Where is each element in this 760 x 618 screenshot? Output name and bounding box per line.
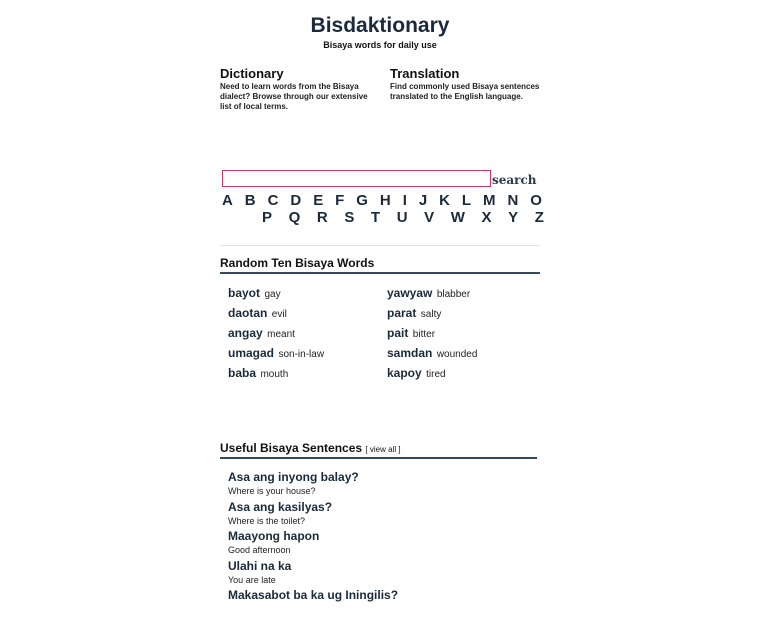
sentences-heading-text: Useful Bisaya Sentences [220,441,363,455]
sentence-translation: Good afternoon [228,545,291,556]
word-meaning: bitter [412,329,436,340]
sentence-item [228,588,548,618]
letter-a[interactable]: A [222,192,233,209]
letter-q[interactable]: Q [288,209,301,226]
alphabet-row-1 [222,192,542,210]
letter-l[interactable]: L [461,192,472,209]
letter-g[interactable]: G [356,192,368,209]
word-link[interactable]: baba [228,366,257,380]
search-button[interactable]: search [492,173,537,187]
word-meaning: son-in-law [278,349,325,360]
sentences-heading [220,441,537,459]
letter-h[interactable]: H [379,192,391,209]
sentence-link[interactable]: Asa ang kasilyas? [228,499,333,514]
sentence-item [228,559,548,589]
translation-heading[interactable]: Translation [390,66,460,81]
word-link[interactable]: kapoy [387,366,422,380]
word-meaning: evil [271,309,287,320]
word-link[interactable]: bayot [228,286,261,300]
word-meaning: salty [420,309,442,320]
letter-e[interactable]: E [313,192,324,209]
word-item [387,305,537,325]
letter-o[interactable]: O [530,192,542,209]
letter-m[interactable]: M [483,192,496,209]
word-meaning: blabber [436,289,471,300]
sentence-translation: Where is your house? [228,486,316,496]
letter-n[interactable]: N [507,192,519,209]
word-link[interactable]: parat [387,306,417,320]
letter-d[interactable]: D [290,192,302,209]
letter-b[interactable]: B [244,192,256,209]
dictionary-description: Need to learn words from the Bisaya dialect? Browse through our extensive list of local terms. [220,82,368,111]
sentence-link[interactable]: Ulahi na ka [228,558,292,573]
translation-intro [390,66,550,102]
letter-y[interactable]: Y [508,209,519,226]
letter-k[interactable]: K [439,192,450,209]
word-item [228,325,378,345]
letter-r[interactable]: R [316,209,328,226]
letter-w[interactable]: W [450,209,465,226]
word-item [228,305,378,325]
word-link[interactable]: daotan [228,306,268,320]
word-item [387,325,537,345]
letter-v[interactable]: V [424,209,435,226]
random-words-heading: Random Ten Bisaya Words [220,256,540,274]
sentence-link[interactable]: Makasabot ba ka ug Iningilis? [228,588,399,603]
word-item [387,285,537,305]
sentence-translation: You are late [228,574,276,585]
word-meaning: gay [264,289,281,300]
site-title[interactable]: Bisdaktionary [310,14,450,37]
view-all-link[interactable]: [ view all ] [365,445,401,454]
word-item [387,365,537,385]
dictionary-intro [220,66,380,112]
sentence-link[interactable]: Maayong hapon [228,529,320,544]
alphabet-row-2 [262,209,544,227]
word-link[interactable]: samdan [387,346,433,360]
random-words-right-column [387,285,537,385]
word-item [228,365,378,385]
search-input[interactable] [222,170,491,187]
word-meaning: wounded [436,349,478,360]
sentence-item [228,500,548,530]
letter-z[interactable]: Z [534,209,544,226]
word-link[interactable]: umagad [228,346,275,360]
word-link[interactable]: angay [228,326,263,340]
sentence-item [228,470,548,500]
dictionary-heading[interactable]: Dictionary [220,66,284,81]
translation-description: Find commonly used Bisaya sentences translated to the English language. [390,82,540,101]
letter-t[interactable]: T [370,209,381,226]
sentence-list [228,470,548,618]
letter-p[interactable]: P [262,209,273,226]
letter-s[interactable]: S [344,209,355,226]
random-words-left-column [228,285,378,385]
tagline: Bisaya words for daily use [323,40,437,50]
letter-j[interactable]: J [418,192,428,209]
word-item [387,345,537,365]
word-link[interactable]: yawyaw [387,286,433,300]
word-item [228,345,378,365]
letter-c[interactable]: C [267,192,279,209]
letter-u[interactable]: U [396,209,408,226]
word-meaning: mouth [260,369,289,380]
letter-i[interactable]: I [402,192,407,209]
word-meaning: meant [267,329,295,340]
word-item [228,285,378,305]
divider [220,245,540,246]
letter-f[interactable]: F [335,192,345,209]
word-meaning: tired [426,369,446,380]
word-link[interactable]: pait [387,326,409,340]
sentence-link[interactable]: Asa ang inyong balay? [228,470,359,484]
sentence-item [228,529,548,559]
letter-x[interactable]: X [481,209,492,226]
sentence-translation: Where is the toilet? [228,515,306,526]
